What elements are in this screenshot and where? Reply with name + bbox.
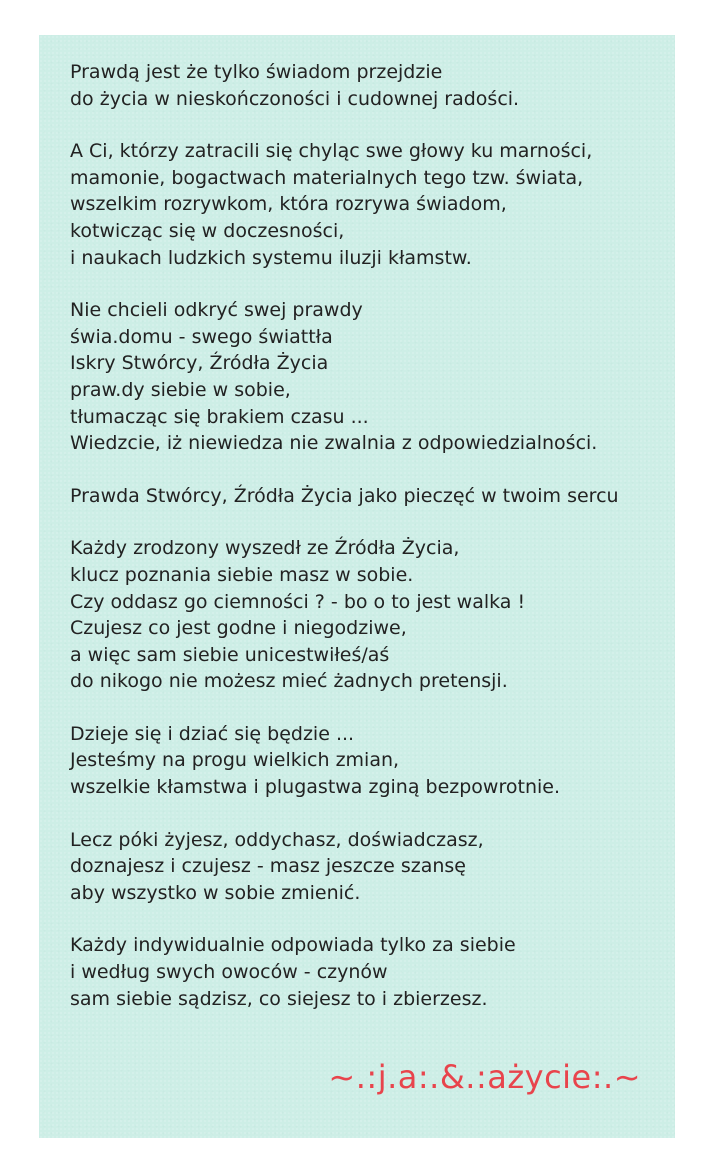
poem-line: kotwicząc się w doczesności, [70, 219, 345, 242]
poem-line: i według swych owoców - czynów [70, 961, 388, 984]
poem-line: Prawdą jest że tylko świadom przejdzie [70, 61, 443, 83]
stanza [70, 59, 660, 112]
poem-line: Wiedzcie, iż niewiedza nie zwalnia z odpowiedzialności. [70, 432, 598, 455]
poem-line: wszelkie kłamstwa i plugastwa zginą bezpowrotnie. [70, 776, 560, 799]
stanza [70, 138, 660, 271]
poem-line: do nikogo nie możesz mieć żadnych pretensji. [70, 670, 508, 693]
poem-line: Każdy zrodzony wyszedł ze Źródła Życia, [70, 537, 460, 560]
poem-line: aby wszystko w sobie zmienić. [70, 881, 361, 904]
poem-line: Dzieje się i dziać się będzie ... [70, 722, 355, 745]
poem-line: mamonie, bogactwach materialnych tego tzw. świata, [70, 166, 584, 189]
poem-text [70, 59, 660, 1038]
poem-line: Iskry Stwórcy, Źródła Życia [70, 352, 329, 375]
poem-line: Prawda Stwórcy, Źródła Życia jako pieczęć w twoim sercu [70, 484, 619, 507]
poem-line: Lecz póki żyjesz, oddychasz, doświadczasz, [70, 828, 484, 851]
poem-line: Każdy indywidualnie odpowiada tylko za siebie [70, 934, 516, 957]
poem-line: świa.domu - swego świattła [70, 325, 333, 348]
poem-line: praw.dy siebie w sobie, [70, 378, 291, 401]
stanza [70, 535, 660, 695]
poem-card [39, 35, 675, 1138]
author-signature: ~.:j.a:.&.:ażycie:.~ [328, 1058, 641, 1096]
stanza [70, 297, 660, 457]
poem-line: a więc sam siebie unicestwiłeś/aś [70, 643, 390, 666]
poem-line: do życia w nieskończoności i cudownej radości. [70, 87, 520, 110]
stanza [70, 483, 660, 510]
poem-line: klucz poznania siebie masz w sobie. [70, 563, 414, 586]
stanza [70, 932, 660, 1012]
poem-line: A Ci, którzy zatracili się chyląc swe głowy ku marności, [70, 140, 593, 163]
poem-line: tłumacząc się brakiem czasu ... [70, 405, 369, 428]
stanza [70, 827, 660, 907]
poem-line: wszelkim rozrywkom, która rozrywa świadom, [70, 193, 507, 216]
poem-line: sam siebie sądzisz, co siejesz to i zbierzesz. [70, 987, 488, 1010]
poem-line: Nie chcieli odkryć swej prawdy [70, 299, 363, 322]
poem-line: i naukach ludzkich systemu iluzji kłamstw. [70, 246, 472, 269]
poem-line: Czujesz co jest godne i niegodziwe, [70, 617, 407, 640]
poem-line: Jesteśmy na progu wielkich zmian, [70, 749, 400, 772]
poem-line: doznajesz i czujesz - masz jeszcze szansę [70, 855, 466, 878]
stanza [70, 721, 660, 801]
poem-line: Czy oddasz go ciemności ? - bo o to jest walka ! [70, 590, 526, 613]
